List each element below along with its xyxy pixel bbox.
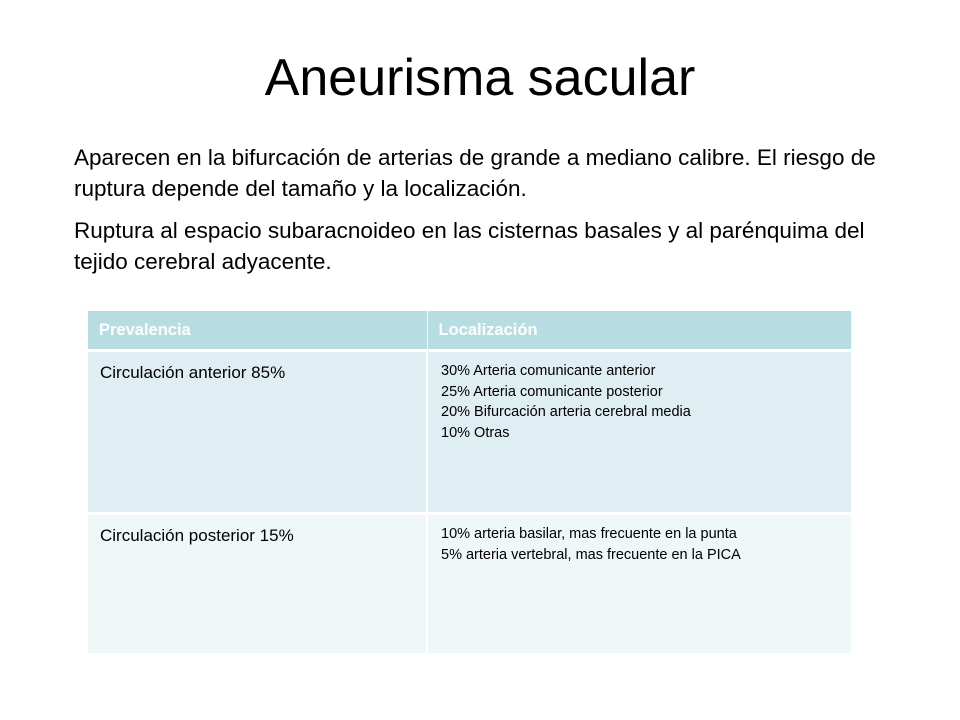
prevalence-cell <box>88 351 427 514</box>
location-item: 30% Arteria comunicante anterior <box>441 363 656 379</box>
location-list <box>429 516 850 565</box>
location-item: 25% Arteria comunicante posterior <box>441 383 663 400</box>
header-prevalence: Prevalencia <box>88 311 427 351</box>
table-row <box>88 351 851 514</box>
slide-title: Aneurisma sacular <box>264 49 696 107</box>
location-item: 10% Otras <box>441 424 510 441</box>
paragraph-rupture: Ruptura al espacio subaracnoideo en las cisternas basales y al parénquima del tejido cerebral adyacente. <box>74 218 865 274</box>
location-cell <box>427 351 851 514</box>
table-row <box>88 514 851 654</box>
table-header-row <box>88 311 851 351</box>
location-list <box>429 353 850 443</box>
location-item: 5% arteria vertebral, mas frecuente en la PICA <box>441 546 741 563</box>
prevalence-anterior: Circulación anterior 85% <box>100 363 286 382</box>
location-cell <box>427 514 851 654</box>
paragraph-bifurcation: Aparecen en la bifurcación de arterias de grande a mediano calibre. El riesgo de ruptura depende del tamaño y la localización. <box>74 145 876 201</box>
prevalence-posterior: Circulación posterior 15% <box>100 526 294 545</box>
header-location: Localización <box>427 311 851 351</box>
location-item: 20% Bifurcación arteria cerebral media <box>441 404 691 420</box>
aneurysm-location-table <box>88 311 851 653</box>
prevalence-cell <box>88 514 427 654</box>
slide-body <box>74 142 904 277</box>
location-item: 10% arteria basilar, mas frecuente en la punta <box>441 526 737 542</box>
